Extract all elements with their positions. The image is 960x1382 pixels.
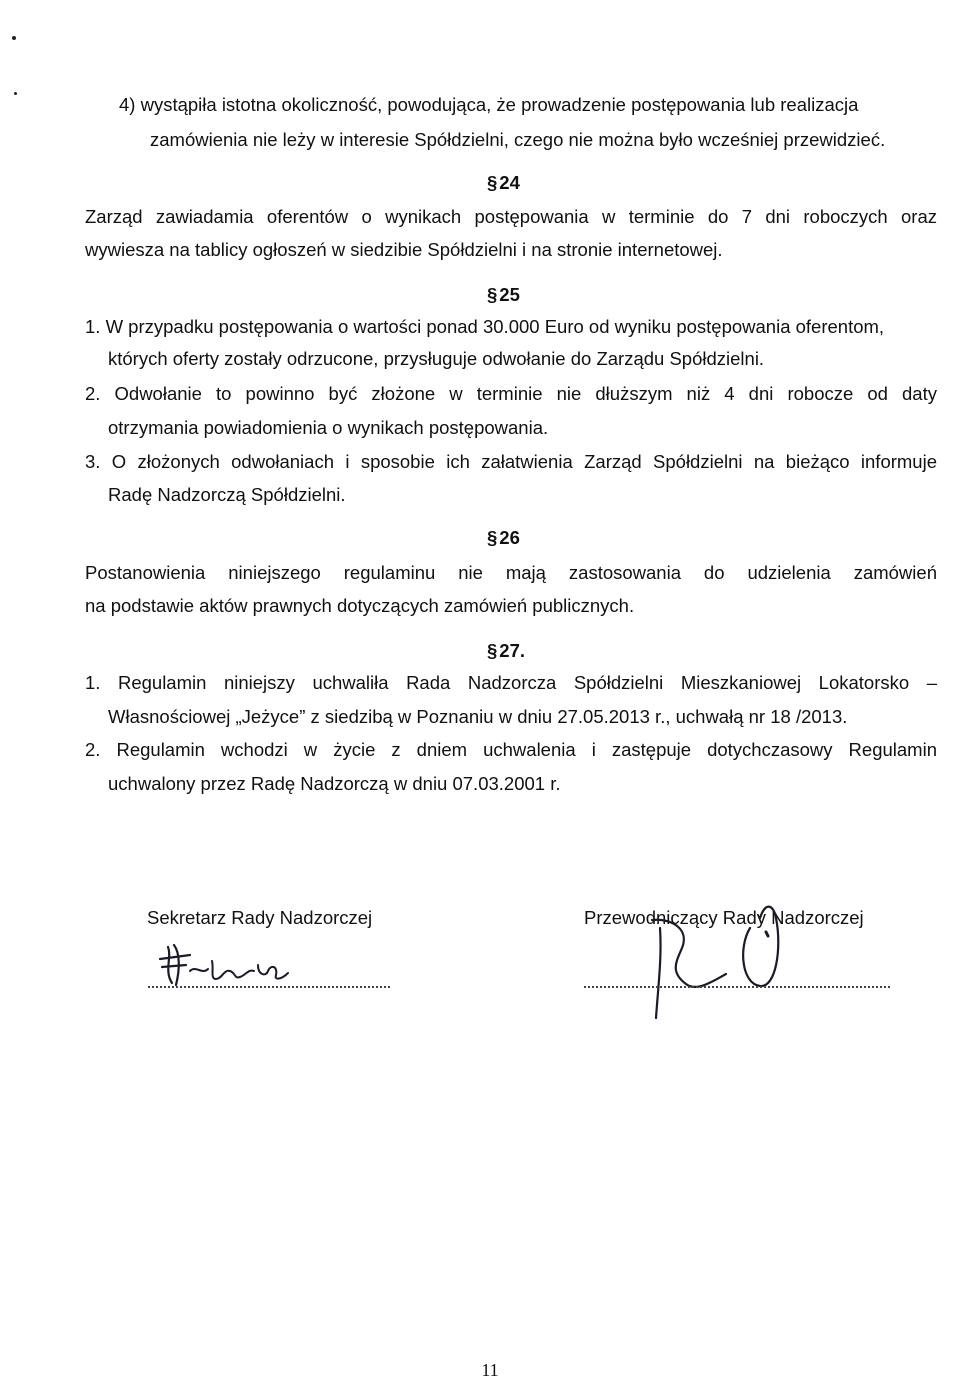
section-25-point-2-line-2: otrzymania powiadomienia o wynikach postępowania.: [108, 417, 549, 438]
section-25-heading: § 25: [487, 284, 520, 305]
section-27-point-1-line-1: 1. Regulamin niniejszy uchwaliła Rada Nadzorcza Spółdzielni Mieszkaniowej Lokatorsko –: [85, 672, 937, 693]
scan-speck: [12, 36, 16, 40]
section-25-point-1-line-2: których oferty zostały odrzucone, przysługuje odwołanie do Zarządu Spółdzielni.: [108, 348, 765, 369]
section-26-heading: § 26: [487, 527, 520, 548]
chairman-signature: [630, 888, 800, 1028]
secretary-signature-line: [148, 984, 390, 988]
section-24-line-1: Zarząd zawiadamia oferentów o wynikach postępowania w terminie do 7 dni roboczych oraz: [85, 206, 937, 227]
item-4-line-2: zamówienia nie leży w interesie Spółdzielni, czego nie można było wcześniej przewidzieć.: [150, 129, 886, 150]
chairman-signature-line: [584, 984, 890, 988]
section-27-point-2-line-2: uchwalony przez Radę Nadzorczą w dniu 07.03.2001 r.: [108, 773, 561, 794]
section-26-line-1: Postanowienia niniejszego regulaminu nie mają zastosowania do udzielenia zamówień: [85, 562, 937, 583]
section-25-point-2-line-1: 2. Odwołanie to powinno być złożone w terminie nie dłuższym niż 4 dni robocze od daty: [85, 383, 937, 404]
section-25-point-3-line-2: Radę Nadzorczą Spółdzielni.: [108, 484, 346, 505]
section-27-heading: § 27.: [487, 640, 526, 661]
section-25-point-3-line-1: 3. O złożonych odwołaniach i sposobie ich załatwienia Zarząd Spółdzielni na bieżąco informuje: [85, 451, 937, 472]
section-27-point-2-line-1: 2. Regulamin wchodzi w życie z dniem uchwalenia i zastępuje dotychczasowy Regulamin: [85, 739, 937, 760]
section-27-point-1-line-2: Własnościowej „Jeżyce” z siedzibą w Poznaniu w dniu 27.05.2013 r., uchwałą nr 18 /2013.: [108, 706, 848, 727]
section-24-line-2: wywiesza na tablicy ogłoszeń w siedzibie Spółdzielni i na stronie internetowej.: [85, 239, 723, 260]
secretary-title: Sekretarz Rady Nadzorczej: [147, 907, 373, 928]
section-25-point-1-line-1: 1. W przypadku postępowania o wartości ponad 30.000 Euro od wyniku postępowania oferentom,: [85, 316, 885, 337]
section-26-line-2: na podstawie aktów prawnych dotyczących zamówień publicznych.: [85, 595, 635, 616]
scan-speck: [14, 92, 17, 95]
page-number: 11: [481, 1360, 499, 1380]
chairman-title: Przewodniczący Rady Nadzorczej: [584, 907, 864, 928]
section-24-heading: § 24: [487, 172, 520, 193]
item-4-line-1: 4) wystąpiła istotna okoliczność, powodująca, że prowadzenie postępowania lub realizacja: [119, 94, 859, 115]
